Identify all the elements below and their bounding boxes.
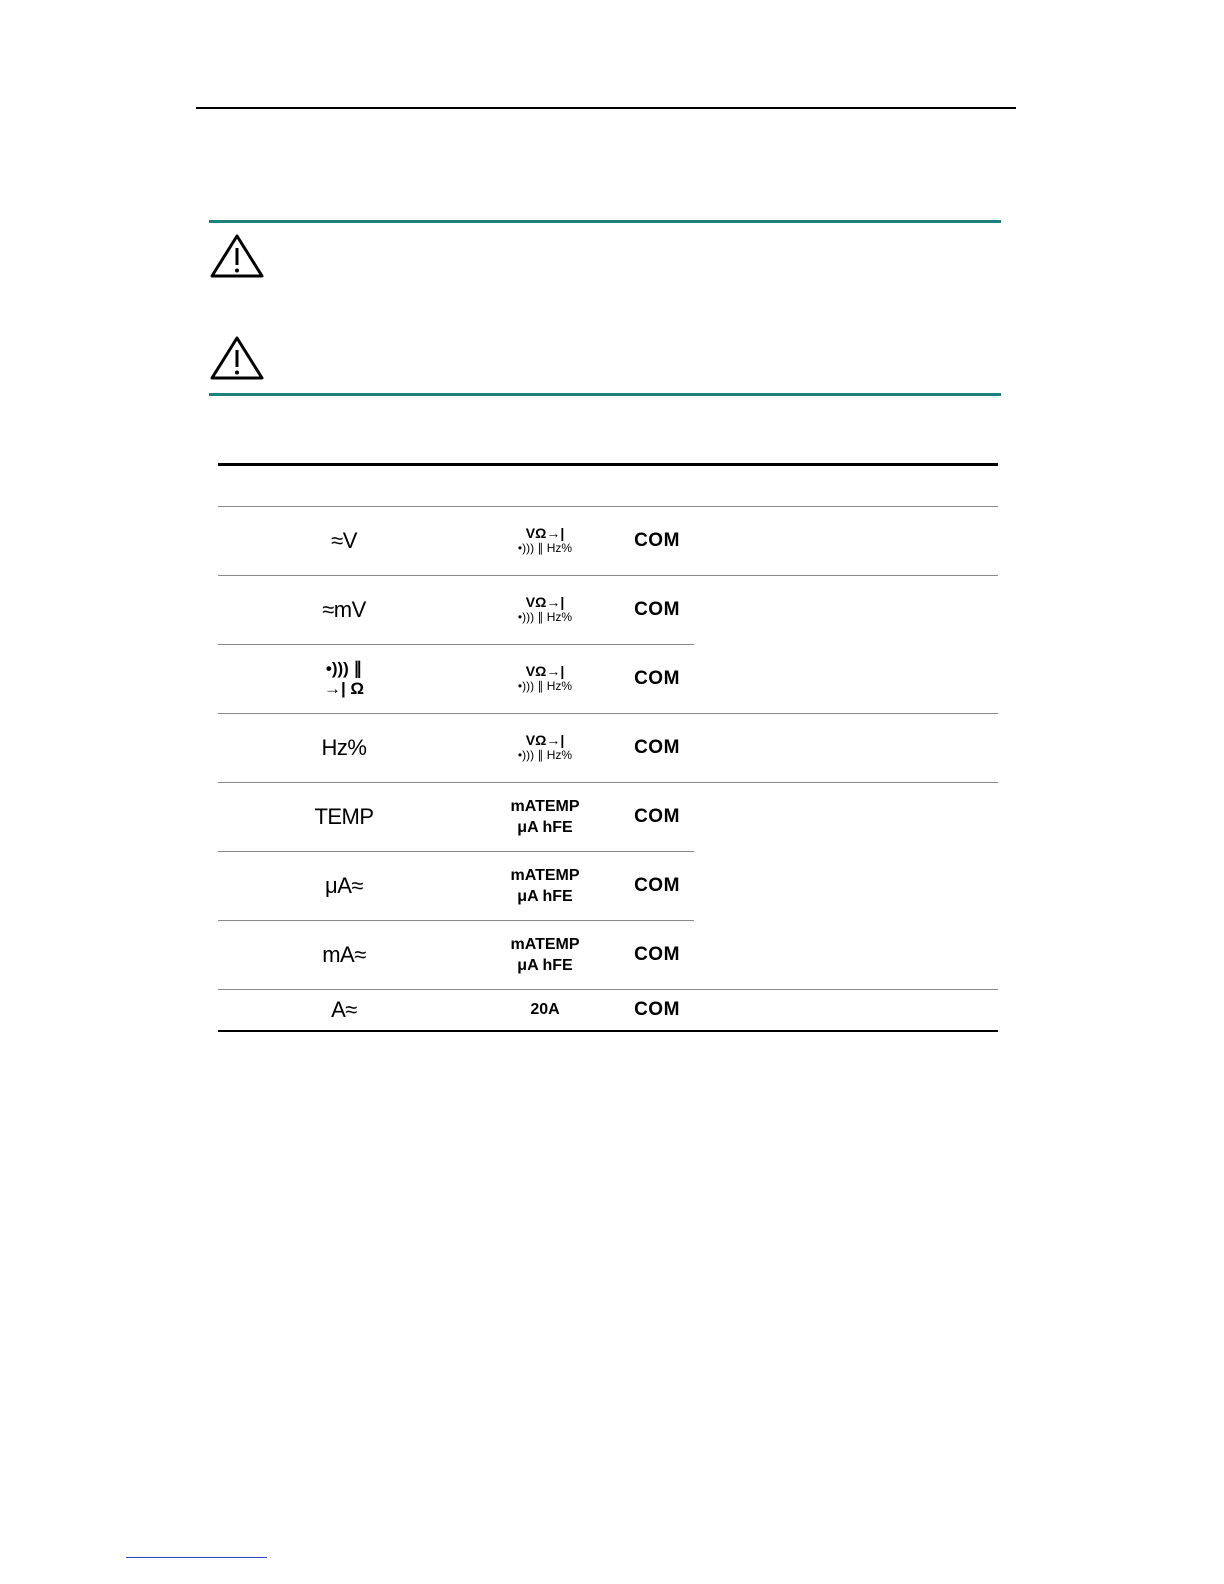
header-input [470,465,620,507]
caution-triangle-icon [209,335,265,381]
function-cell [218,645,470,714]
com-terminal-cell: COM [620,645,694,714]
function-cell: μA≈ [218,852,470,921]
input-line: μA hFE [517,819,573,836]
function-cell: ≈mV [218,576,470,645]
input-terminal-cell [470,645,620,714]
header-function [218,465,470,507]
function-cell: TEMP [218,783,470,852]
table-header-row [218,465,998,507]
table-row [218,576,998,645]
input-line: VΩ→| [525,594,565,610]
input-line: mATEMP [510,798,580,815]
note-cell [694,507,998,576]
input-line: mATEMP [510,936,580,953]
function-cell: Hz% [218,714,470,783]
warning-box [209,220,1001,396]
com-terminal-cell: COM [620,852,694,921]
input-line: mATEMP [510,867,580,884]
input-line: •))) ∥ Hz% [517,610,573,624]
input-line: VΩ→| [525,663,565,679]
header-note [694,465,998,507]
input-line: VΩ→| [525,732,565,748]
warning-triangle-icon [209,233,265,279]
footnote-rule [126,1557,267,1558]
input-line: •))) ∥ Hz% [517,679,573,693]
input-terminal-cell [470,783,620,852]
com-terminal-cell: COM [620,921,694,990]
com-terminal-cell: COM [620,714,694,783]
input-terminal-cell [470,921,620,990]
input-terminal-cell: 20A [470,990,620,1031]
table-row [218,714,998,783]
note-cell [694,576,998,714]
function-line: →| Ω [323,679,365,698]
com-terminal-cell: COM [620,783,694,852]
header-com [620,465,694,507]
input-terminal-cell [470,714,620,783]
note-cell [694,714,998,783]
header-rule [196,107,1016,109]
input-terminal-cell [470,852,620,921]
function-line: •))) ∥ [325,659,363,678]
terminal-connection-table [218,463,998,1032]
function-cell: A≈ [218,990,470,1031]
table-row [218,783,998,852]
input-line: μA hFE [517,957,573,974]
note-cell [694,783,998,990]
com-terminal-cell: COM [620,507,694,576]
note-cell [694,990,998,1031]
table-row [218,507,998,576]
input-line: •))) ∥ Hz% [517,541,573,555]
input-terminal-cell [470,507,620,576]
input-line: VΩ→| [525,525,565,541]
input-terminal-cell [470,576,620,645]
input-line: •))) ∥ Hz% [517,748,573,762]
com-terminal-cell: COM [620,576,694,645]
table-row [218,990,998,1031]
function-cell: mA≈ [218,921,470,990]
com-terminal-cell: COM [620,990,694,1031]
function-cell: ≈V [218,507,470,576]
input-line: μA hFE [517,888,573,905]
